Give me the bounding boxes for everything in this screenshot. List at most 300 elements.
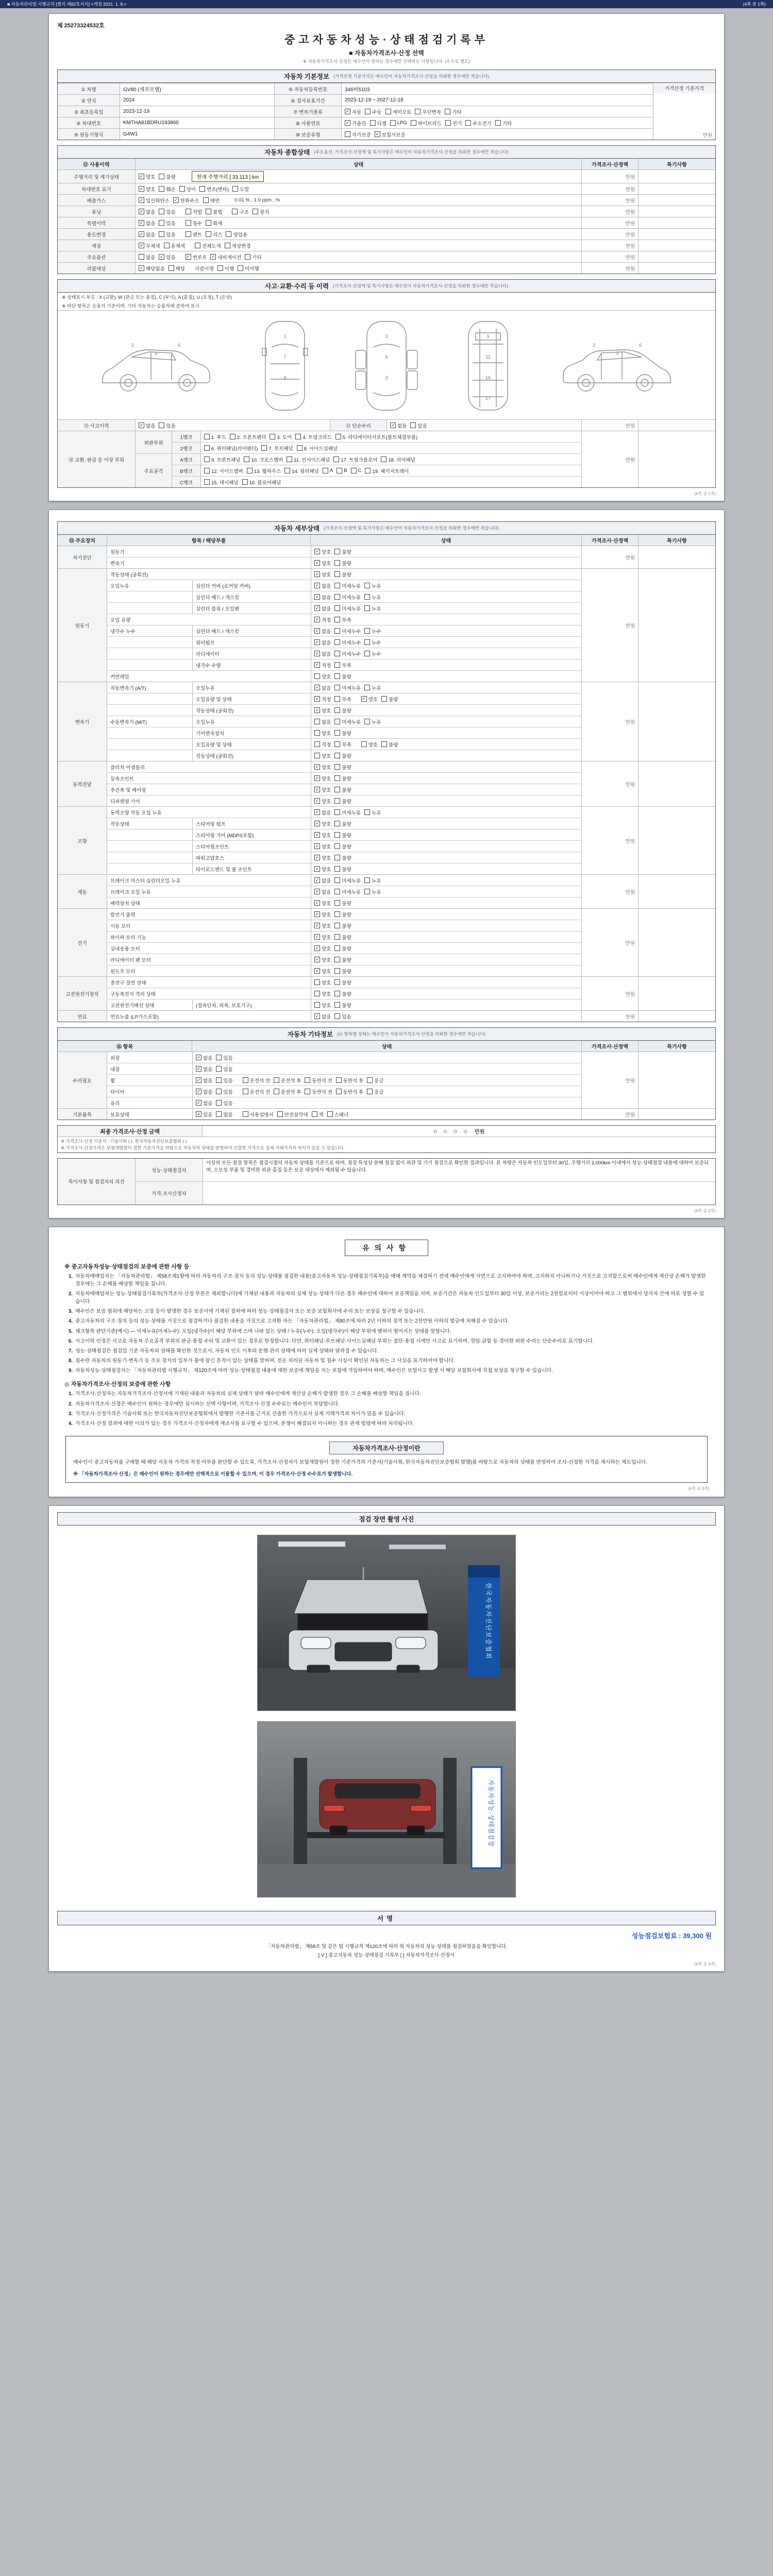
checkbox-checked-icon[interactable]: ✓	[315, 798, 320, 804]
checkbox-unchecked-icon[interactable]	[334, 560, 340, 566]
checkbox-unchecked-icon[interactable]	[245, 254, 250, 260]
checkbox-option[interactable]	[204, 445, 258, 452]
checkbox-unchecked-icon[interactable]	[334, 639, 340, 645]
checkbox-option[interactable]	[334, 786, 351, 793]
checkbox-option[interactable]	[159, 208, 175, 215]
checkbox-option[interactable]	[287, 456, 330, 463]
checkbox-option[interactable]	[270, 433, 292, 440]
checkbox-checked-icon[interactable]: ✓	[196, 1066, 201, 1072]
checkbox-checked-icon[interactable]: ✓	[196, 1089, 201, 1094]
checkbox-option[interactable]	[139, 219, 155, 227]
checkbox-option[interactable]	[247, 467, 281, 474]
checkbox-unchecked-icon[interactable]	[365, 468, 371, 473]
checkbox-unchecked-icon[interactable]	[277, 1111, 283, 1117]
checkbox-checked-icon[interactable]: ✓	[139, 197, 144, 203]
checkbox-checked-icon[interactable]: ✓	[139, 422, 144, 428]
checkbox-option[interactable]	[334, 707, 351, 714]
checkbox-option[interactable]	[216, 1065, 232, 1073]
checkbox-option[interactable]	[314, 990, 331, 997]
checkbox-option[interactable]	[334, 843, 351, 850]
checkbox-unchecked-icon[interactable]	[334, 583, 340, 588]
checkbox-unchecked-icon[interactable]	[323, 468, 328, 473]
checkbox-unchecked-icon[interactable]	[334, 843, 340, 849]
checkbox-option[interactable]	[169, 265, 185, 272]
checkbox-checked-icon[interactable]: ✓	[315, 639, 320, 645]
checkbox-unchecked-icon[interactable]	[159, 186, 164, 192]
checkbox-option[interactable]	[314, 639, 331, 646]
checkbox-checked-icon[interactable]: ✓	[315, 821, 320, 826]
checkbox-checked-icon[interactable]: ✓	[315, 832, 320, 838]
checkbox-option[interactable]	[314, 741, 331, 748]
checkbox-option[interactable]	[186, 253, 207, 261]
checkbox-unchecked-icon[interactable]	[381, 696, 387, 702]
checkbox-option[interactable]	[295, 433, 331, 440]
checkbox-option[interactable]	[244, 456, 283, 463]
checkbox-option[interactable]	[196, 1065, 212, 1073]
checkbox-unchecked-icon[interactable]	[381, 741, 387, 747]
checkbox-option[interactable]	[314, 798, 331, 805]
checkbox-option[interactable]	[195, 242, 221, 249]
checkbox-unchecked-icon[interactable]	[334, 594, 340, 600]
checkbox-checked-icon[interactable]: ✓	[139, 265, 144, 271]
checkbox-option[interactable]	[232, 208, 248, 215]
checkbox-option[interactable]	[364, 888, 381, 895]
checkbox-option[interactable]	[196, 1077, 212, 1084]
checkbox-option[interactable]	[314, 820, 331, 827]
checkbox-option[interactable]	[334, 888, 361, 895]
checkbox-unchecked-icon[interactable]	[297, 445, 303, 451]
checkbox-checked-icon[interactable]: ✓	[315, 934, 320, 940]
checkbox-unchecked-icon[interactable]	[334, 979, 340, 985]
checkbox-option[interactable]	[381, 456, 415, 463]
checkbox-checked-icon[interactable]: ✓	[315, 594, 320, 600]
checkbox-option[interactable]	[261, 445, 293, 452]
checkbox-checked-icon[interactable]: ✓	[315, 900, 320, 906]
checkbox-unchecked-icon[interactable]	[364, 605, 370, 611]
checkbox-option[interactable]	[314, 605, 331, 612]
checkbox-unchecked-icon[interactable]	[465, 120, 471, 126]
checkbox-unchecked-icon[interactable]	[334, 911, 340, 917]
checkbox-option[interactable]	[390, 120, 407, 126]
checkbox-unchecked-icon[interactable]	[186, 220, 191, 226]
checkbox-option[interactable]	[381, 741, 398, 748]
checkbox-option[interactable]	[139, 197, 170, 204]
checkbox-option[interactable]	[216, 1088, 232, 1095]
checkbox-checked-icon[interactable]: ✓	[174, 197, 178, 203]
checkbox-unchecked-icon[interactable]	[274, 1089, 279, 1094]
checkbox-option[interactable]	[334, 922, 351, 929]
checkbox-checked-icon[interactable]: ✓	[139, 186, 144, 192]
checkbox-option[interactable]	[351, 468, 362, 473]
checkbox-unchecked-icon[interactable]	[334, 617, 340, 622]
checkbox-option[interactable]	[334, 968, 351, 975]
checkbox-unchecked-icon[interactable]	[139, 254, 144, 260]
checkbox-checked-icon[interactable]: ✓	[315, 662, 320, 668]
checkbox-option[interactable]	[139, 231, 155, 238]
checkbox-checked-icon[interactable]: ✓	[315, 707, 320, 713]
checkbox-option[interactable]	[164, 242, 186, 249]
checkbox-unchecked-icon[interactable]	[367, 1077, 373, 1083]
checkbox-option[interactable]	[196, 1054, 212, 1061]
checkbox-option[interactable]	[159, 253, 175, 261]
checkbox-unchecked-icon[interactable]	[334, 730, 340, 736]
checkbox-option[interactable]	[217, 265, 234, 272]
checkbox-option[interactable]	[364, 628, 381, 635]
checkbox-option[interactable]	[314, 673, 331, 680]
checkbox-option[interactable]	[410, 422, 427, 429]
checkbox-unchecked-icon[interactable]	[195, 243, 200, 248]
checkbox-checked-icon[interactable]: ✓	[315, 1013, 320, 1019]
checkbox-unchecked-icon[interactable]	[216, 1089, 222, 1094]
checkbox-option[interactable]	[204, 433, 226, 440]
checkbox-option[interactable]	[334, 718, 361, 725]
checkbox-unchecked-icon[interactable]	[314, 979, 320, 985]
checkbox-option[interactable]	[314, 628, 331, 635]
checkbox-option[interactable]	[361, 696, 378, 703]
checkbox-option[interactable]	[314, 594, 331, 601]
checkbox-checked-icon[interactable]: ✓	[315, 855, 320, 860]
checkbox-unchecked-icon[interactable]	[334, 549, 340, 554]
checkbox-unchecked-icon[interactable]	[364, 685, 370, 690]
checkbox-option[interactable]	[364, 650, 381, 657]
checkbox-option[interactable]	[334, 730, 351, 737]
checkbox-unchecked-icon[interactable]	[364, 594, 370, 600]
checkbox-checked-icon[interactable]: ✓	[391, 422, 395, 428]
checkbox-unchecked-icon[interactable]	[364, 809, 370, 815]
checkbox-unchecked-icon[interactable]	[334, 889, 340, 894]
checkbox-option[interactable]	[334, 911, 351, 918]
checkbox-option[interactable]	[335, 433, 417, 440]
checkbox-option[interactable]	[314, 843, 331, 850]
checkbox-unchecked-icon[interactable]	[364, 651, 370, 656]
checkbox-checked-icon[interactable]: ✓	[315, 560, 320, 566]
checkbox-unchecked-icon[interactable]	[334, 866, 340, 872]
checkbox-option[interactable]	[196, 1111, 212, 1118]
checkbox-option[interactable]	[495, 120, 512, 127]
checkbox-option[interactable]	[238, 265, 259, 272]
checkbox-option[interactable]	[364, 718, 381, 725]
checkbox-checked-icon[interactable]: ✓	[362, 696, 366, 702]
checkbox-option[interactable]	[314, 696, 331, 703]
checkbox-unchecked-icon[interactable]	[390, 120, 396, 126]
checkbox-option[interactable]	[314, 956, 331, 963]
checkbox-option[interactable]	[334, 605, 361, 612]
checkbox-option[interactable]	[334, 1002, 351, 1009]
checkbox-option[interactable]	[226, 231, 247, 238]
checkbox-unchecked-icon[interactable]	[381, 456, 386, 462]
checkbox-checked-icon[interactable]: ✓	[315, 549, 320, 554]
checkbox-checked-icon[interactable]: ✓	[211, 254, 215, 260]
checkbox-option[interactable]	[314, 968, 331, 975]
checkbox-checked-icon[interactable]: ✓	[315, 571, 320, 577]
checkbox-option[interactable]	[314, 684, 331, 691]
checkbox-option[interactable]	[345, 120, 366, 127]
checkbox-checked-icon[interactable]: ✓	[315, 685, 320, 690]
checkbox-checked-icon[interactable]: ✓	[315, 957, 320, 962]
checkbox-unchecked-icon[interactable]	[364, 583, 370, 588]
checkbox-option[interactable]	[314, 911, 331, 918]
checkbox-option[interactable]	[364, 639, 381, 646]
checkbox-unchecked-icon[interactable]	[186, 209, 191, 214]
checkbox-unchecked-icon[interactable]	[334, 662, 340, 668]
checkbox-unchecked-icon[interactable]	[305, 1089, 310, 1094]
checkbox-option[interactable]	[375, 131, 406, 138]
checkbox-option[interactable]	[334, 752, 351, 759]
checkbox-unchecked-icon[interactable]	[337, 468, 342, 473]
checkbox-option[interactable]	[364, 594, 381, 601]
checkbox-option[interactable]	[216, 1077, 232, 1084]
checkbox-checked-icon[interactable]: ✓	[315, 787, 320, 792]
checkbox-unchecked-icon[interactable]	[365, 109, 371, 114]
checkbox-checked-icon[interactable]: ✓	[315, 651, 320, 656]
checkbox-unchecked-icon[interactable]	[204, 456, 210, 462]
checkbox-option[interactable]	[274, 1088, 301, 1095]
checkbox-option[interactable]	[323, 468, 333, 473]
checkbox-unchecked-icon[interactable]	[247, 468, 253, 473]
checkbox-checked-icon[interactable]: ✓	[345, 109, 350, 114]
checkbox-option[interactable]	[334, 582, 361, 589]
checkbox-option[interactable]	[334, 673, 351, 680]
checkbox-option[interactable]	[364, 684, 381, 691]
checkbox-unchecked-icon[interactable]	[216, 1100, 222, 1106]
checkbox-option[interactable]	[334, 741, 351, 748]
checkbox-unchecked-icon[interactable]	[159, 174, 164, 179]
checkbox-unchecked-icon[interactable]	[334, 900, 340, 906]
checkbox-unchecked-icon[interactable]	[232, 209, 238, 214]
checkbox-option[interactable]	[314, 809, 331, 816]
checkbox-unchecked-icon[interactable]	[334, 957, 340, 962]
checkbox-option[interactable]	[334, 628, 361, 635]
checkbox-option[interactable]	[139, 208, 155, 215]
checkbox-unchecked-icon[interactable]	[287, 456, 292, 462]
checkbox-option[interactable]	[253, 208, 269, 215]
checkbox-unchecked-icon[interactable]	[334, 821, 340, 826]
checkbox-option[interactable]	[314, 718, 331, 725]
signature-section-title[interactable]: 서명	[57, 1911, 716, 1925]
checkbox-unchecked-icon[interactable]	[370, 120, 376, 126]
checkbox-option[interactable]	[333, 456, 377, 463]
checkbox-option[interactable]	[204, 479, 239, 486]
checkbox-option[interactable]	[334, 775, 351, 782]
checkbox-option[interactable]	[327, 1111, 349, 1118]
checkbox-checked-icon[interactable]: ✓	[186, 254, 190, 260]
checkbox-unchecked-icon[interactable]	[305, 1077, 310, 1083]
checkbox-option[interactable]	[381, 696, 398, 703]
checkbox-option[interactable]	[204, 467, 243, 474]
checkbox-option[interactable]	[196, 1088, 212, 1095]
checkbox-option[interactable]	[314, 730, 331, 737]
checkbox-unchecked-icon[interactable]	[199, 186, 205, 192]
checkbox-unchecked-icon[interactable]	[204, 434, 210, 439]
checkbox-unchecked-icon[interactable]	[216, 1111, 222, 1117]
checkbox-unchecked-icon[interactable]	[333, 456, 339, 462]
checkbox-unchecked-icon[interactable]	[253, 209, 258, 214]
checkbox-option[interactable]	[314, 571, 331, 578]
checkbox-unchecked-icon[interactable]	[445, 109, 450, 114]
checkbox-option[interactable]	[186, 231, 202, 238]
checkbox-unchecked-icon[interactable]	[243, 1077, 248, 1083]
checkbox-checked-icon[interactable]: ✓	[315, 696, 320, 702]
checkbox-option[interactable]	[365, 108, 381, 115]
checkbox-option[interactable]	[196, 1099, 212, 1107]
checkbox-unchecked-icon[interactable]	[230, 434, 236, 439]
checkbox-option[interactable]	[139, 173, 155, 180]
checkbox-option[interactable]	[230, 433, 266, 440]
checkbox-option[interactable]	[139, 422, 155, 429]
checkbox-option[interactable]	[225, 242, 251, 249]
checkbox-option[interactable]	[465, 120, 492, 127]
checkbox-option[interactable]	[284, 467, 319, 474]
checkbox-unchecked-icon[interactable]	[169, 265, 174, 271]
checkbox-option[interactable]	[314, 900, 331, 907]
checkbox-unchecked-icon[interactable]	[334, 855, 340, 860]
checkbox-option[interactable]	[334, 900, 351, 907]
checkbox-option[interactable]	[206, 219, 222, 227]
checkbox-unchecked-icon[interactable]	[312, 1111, 317, 1117]
checkbox-option[interactable]	[216, 1111, 232, 1118]
checkbox-checked-icon[interactable]: ✓	[139, 243, 144, 248]
checkbox-unchecked-icon[interactable]	[364, 877, 370, 883]
checkbox-unchecked-icon[interactable]	[334, 673, 340, 679]
checkbox-option[interactable]	[334, 639, 361, 646]
checkbox-checked-icon[interactable]: ✓	[139, 209, 144, 214]
checkbox-unchecked-icon[interactable]	[367, 1089, 373, 1094]
checkbox-option[interactable]	[314, 934, 331, 941]
checkbox-unchecked-icon[interactable]	[244, 456, 249, 462]
checkbox-option[interactable]	[334, 650, 361, 657]
checkbox-checked-icon[interactable]: ✓	[196, 1077, 201, 1083]
checkbox-option[interactable]	[210, 253, 241, 261]
checkbox-option[interactable]	[203, 197, 220, 204]
checkbox-option[interactable]	[345, 131, 371, 138]
checkbox-option[interactable]	[314, 764, 331, 771]
checkbox-unchecked-icon[interactable]	[334, 934, 340, 940]
checkbox-checked-icon[interactable]: ✓	[315, 866, 320, 872]
checkbox-option[interactable]	[245, 253, 261, 261]
checkbox-checked-icon[interactable]: ✓	[315, 775, 320, 781]
checkbox-unchecked-icon[interactable]	[242, 479, 248, 485]
checkbox-option[interactable]	[314, 775, 331, 782]
checkbox-option[interactable]	[334, 877, 361, 884]
checkbox-unchecked-icon[interactable]	[159, 231, 164, 237]
checkbox-unchecked-icon[interactable]	[159, 422, 164, 428]
checkbox-option[interactable]	[415, 108, 441, 115]
checkbox-checked-icon[interactable]: ✓	[315, 628, 320, 634]
checkbox-option[interactable]	[334, 854, 351, 861]
checkbox-unchecked-icon[interactable]	[364, 628, 370, 634]
checkbox-unchecked-icon[interactable]	[243, 1089, 248, 1094]
checkbox-option[interactable]	[314, 616, 331, 623]
checkbox-unchecked-icon[interactable]	[351, 468, 357, 473]
checkbox-option[interactable]	[334, 934, 351, 941]
checkbox-option[interactable]	[367, 1088, 383, 1095]
checkbox-checked-icon[interactable]: ✓	[196, 1055, 201, 1060]
checkbox-option[interactable]	[186, 208, 202, 215]
checkbox-unchecked-icon[interactable]	[261, 445, 267, 451]
checkbox-unchecked-icon[interactable]	[314, 991, 320, 996]
checkbox-option[interactable]	[305, 1088, 332, 1095]
checkbox-option[interactable]	[334, 764, 351, 771]
checkbox-option[interactable]	[385, 108, 412, 115]
checkbox-option[interactable]	[216, 1054, 232, 1061]
checkbox-unchecked-icon[interactable]	[364, 889, 370, 894]
checkbox-option[interactable]	[334, 1013, 351, 1020]
checkbox-unchecked-icon[interactable]	[334, 968, 340, 974]
checkbox-unchecked-icon[interactable]	[334, 1013, 340, 1019]
checkbox-unchecked-icon[interactable]	[206, 220, 211, 226]
checkbox-option[interactable]	[364, 809, 381, 816]
checkbox-option[interactable]	[367, 1077, 383, 1084]
checkbox-unchecked-icon[interactable]	[186, 231, 191, 237]
checkbox-option[interactable]	[139, 253, 155, 261]
checkbox-option[interactable]	[314, 888, 331, 895]
checkbox-unchecked-icon[interactable]	[203, 197, 209, 203]
checkbox-option[interactable]	[314, 979, 331, 986]
checkbox-option[interactable]	[314, 854, 331, 861]
checkbox-option[interactable]	[314, 945, 331, 952]
checkbox-unchecked-icon[interactable]	[336, 1077, 342, 1083]
checkbox-checked-icon[interactable]: ✓	[315, 809, 320, 815]
checkbox-option[interactable]	[179, 185, 196, 193]
checkbox-option[interactable]	[334, 990, 351, 997]
checkbox-option[interactable]	[445, 108, 461, 115]
checkbox-unchecked-icon[interactable]	[334, 991, 340, 996]
checkbox-unchecked-icon[interactable]	[334, 877, 340, 883]
checkbox-option[interactable]	[173, 197, 199, 204]
checkbox-unchecked-icon[interactable]	[334, 719, 340, 724]
checkbox-option[interactable]	[139, 265, 165, 272]
checkbox-option[interactable]	[314, 560, 331, 567]
checkbox-unchecked-icon[interactable]	[314, 753, 320, 758]
checkbox-unchecked-icon[interactable]	[164, 243, 170, 248]
checkbox-unchecked-icon[interactable]	[334, 753, 340, 758]
checkbox-option[interactable]	[243, 1111, 274, 1118]
checkbox-option[interactable]	[206, 208, 222, 215]
checkbox-option[interactable]	[411, 120, 442, 127]
checkbox-unchecked-icon[interactable]	[334, 605, 340, 611]
checkbox-option[interactable]	[199, 185, 229, 193]
checkbox-option[interactable]	[364, 582, 381, 589]
checkbox-unchecked-icon[interactable]	[334, 809, 340, 815]
checkbox-checked-icon[interactable]: ✓	[315, 911, 320, 917]
checkbox-unchecked-icon[interactable]	[225, 243, 230, 248]
checkbox-option[interactable]	[314, 662, 331, 669]
checkbox-option[interactable]	[334, 594, 361, 601]
checkbox-checked-icon[interactable]: ✓	[196, 1100, 201, 1106]
checkbox-unchecked-icon[interactable]	[334, 696, 340, 702]
checkbox-option[interactable]	[334, 866, 351, 873]
checkbox-option[interactable]	[243, 1088, 270, 1095]
checkbox-option[interactable]	[314, 1013, 331, 1020]
checkbox-unchecked-icon[interactable]	[314, 730, 320, 736]
checkbox-option[interactable]	[312, 1111, 324, 1118]
checkbox-option[interactable]	[206, 231, 222, 238]
checkbox-unchecked-icon[interactable]	[334, 707, 340, 713]
checkbox-unchecked-icon[interactable]	[364, 639, 370, 645]
checkbox-unchecked-icon[interactable]	[327, 1111, 333, 1117]
checkbox-unchecked-icon[interactable]	[204, 479, 210, 485]
checkbox-checked-icon[interactable]: ✓	[139, 174, 144, 179]
checkbox-unchecked-icon[interactable]	[334, 651, 340, 656]
checkbox-option[interactable]	[314, 1002, 331, 1009]
checkbox-option[interactable]	[243, 1077, 270, 1084]
checkbox-option[interactable]	[232, 185, 249, 193]
checkbox-unchecked-icon[interactable]	[334, 628, 340, 634]
checkbox-unchecked-icon[interactable]	[274, 1077, 279, 1083]
checkbox-option[interactable]	[242, 479, 281, 486]
checkbox-option[interactable]	[314, 707, 331, 714]
checkbox-option[interactable]	[159, 231, 175, 238]
